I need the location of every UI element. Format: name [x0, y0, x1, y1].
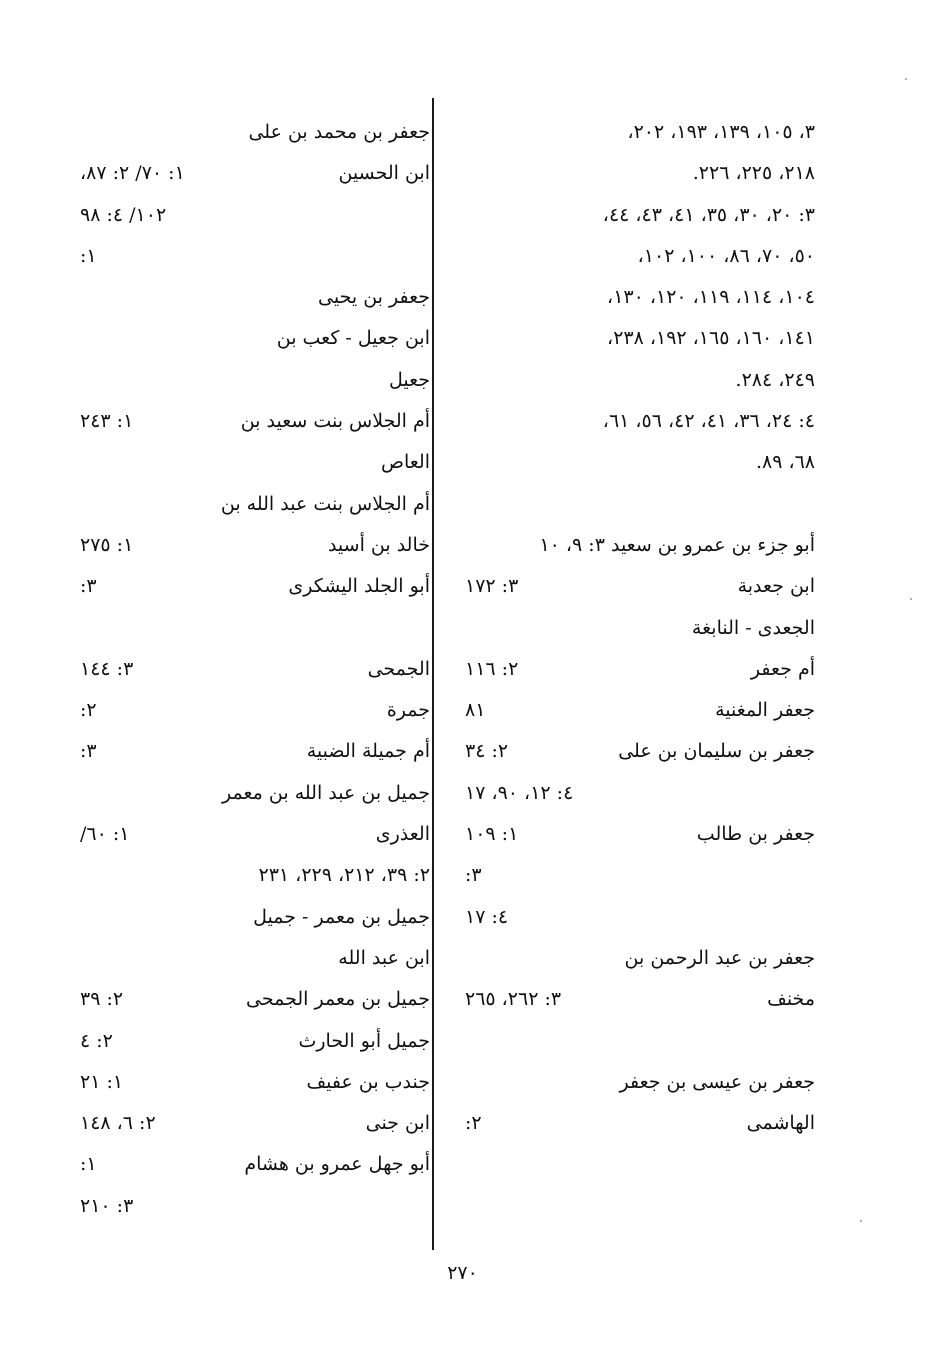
index-line: [455, 236, 815, 277]
index-line: [70, 318, 430, 359]
index-line: [455, 773, 815, 814]
index-references: ٢: ٣٤: [465, 740, 509, 763]
index-references: ١: ٢٧٥: [80, 533, 134, 556]
index-line: [70, 484, 430, 525]
index-line: [70, 1021, 430, 1062]
scan-speck: [905, 78, 907, 80]
index-entry: مخنف: [767, 988, 815, 1011]
index-references: ٤: ١٧: [465, 905, 509, 928]
index-references: ٢: ١١٦: [465, 657, 519, 680]
index-line: [455, 318, 815, 359]
index-entry: ٢: ٣٩، ٢١٢، ٢٢٩، ٢٣١: [258, 864, 430, 887]
index-line: [70, 401, 430, 442]
index-line: [455, 938, 815, 979]
index-entry: ٢٤٩، ٢٨٤.: [735, 368, 815, 391]
index-entry: ١٠٤، ١١٤، ١١٩، ١٢٠، ١٣٠،: [607, 286, 815, 309]
index-references: ٢: ٣٩: [80, 988, 124, 1011]
index-entry: ابن عبد الله: [338, 946, 430, 969]
index-entry: ٢١٨، ٢٢٥، ٢٢٦.: [692, 162, 815, 185]
index-entry: ابن جعيل - كعب بن: [276, 327, 430, 350]
index-line: [70, 525, 430, 566]
index-entry: جمرة: [386, 699, 430, 722]
index-entry: الجعدى - النابغة: [691, 616, 815, 639]
index-entry: جعفر بن طالب: [696, 823, 815, 846]
index-line: [70, 897, 430, 938]
index-references: ٢: ٦، ١٤٨: [80, 1112, 156, 1135]
index-references: ١٠٢/ ٤: ٩٨: [80, 203, 167, 226]
index-line: [455, 401, 815, 442]
index-references: ١:: [80, 244, 97, 267]
index-line: [70, 1103, 430, 1144]
index-entry: جعفر بن عبد الرحمن بن: [624, 946, 815, 969]
index-entry: أبو جهل عمرو بن هشام: [244, 1153, 430, 1176]
index-line: [70, 938, 430, 979]
index-entry: أم جميلة الضبية: [306, 740, 430, 763]
index-entry: جعفر المغنية: [715, 699, 815, 722]
index-entry: جميل بن عبد الله بن معمر: [222, 781, 430, 804]
index-references: ٤: ١٢، ٩٠، ١٧: [465, 781, 574, 804]
index-references: ١: ٦٠/: [80, 823, 130, 846]
index-line: [455, 1103, 815, 1144]
index-line: [455, 277, 815, 318]
index-line: [70, 814, 430, 855]
index-entry: ٣، ١٠٥، ١٣٩، ١٩٣، ٢٠٢،: [627, 121, 815, 143]
index-line: [455, 442, 815, 483]
index-entry: أم الجلاس بنت سعيد بن: [240, 410, 430, 433]
index-line: [455, 814, 815, 855]
index-line: [70, 855, 430, 896]
index-references: ٣:: [80, 575, 97, 598]
index-entry: جعفر بن محمد بن على: [248, 121, 430, 143]
index-references: ٣:: [465, 864, 482, 887]
index-line: [455, 731, 815, 772]
index-references: ١: ٢١: [80, 1070, 124, 1093]
index-line: [70, 979, 430, 1020]
index-entry: العاص: [381, 451, 430, 474]
index-line: [70, 442, 430, 483]
index-line: [70, 566, 430, 607]
index-entry: ابن جعدبة: [737, 575, 815, 598]
index-entry: العذرى: [375, 823, 430, 846]
index-entry: ٥٠، ٧٠، ٨٦، ١٠٠، ١٠٢،: [637, 244, 815, 267]
index-line: [70, 731, 430, 772]
index-line: [70, 195, 430, 236]
index-references: ٢:: [465, 1112, 482, 1135]
index-entry: جعفر بن عيسى بن جعفر: [619, 1070, 815, 1093]
index-line: [455, 360, 815, 401]
index-line: [455, 112, 815, 153]
index-entry: جعفر بن سليمان بن على: [618, 740, 815, 763]
column-divider: [432, 98, 434, 1250]
index-references: ٢: ٤: [80, 1029, 113, 1052]
index-line: [455, 1062, 815, 1103]
index-entry: الهاشمى: [746, 1112, 815, 1135]
index-column-right: [455, 112, 815, 1144]
index-line: [455, 649, 815, 690]
index-entry: أبو جزء بن عمرو بن سعيد ٣: ٩، ١٠: [539, 533, 815, 556]
index-references: ٢:: [80, 699, 97, 722]
index-line: [455, 979, 815, 1020]
index-references: ١: ٢٤٣: [80, 410, 134, 433]
index-line: [455, 897, 815, 938]
index-column-left: [70, 112, 430, 1227]
index-line: [455, 1021, 815, 1062]
index-references: ١:: [80, 1153, 97, 1176]
index-references: ١: ٧٠/ ٢: ٨٧،: [80, 162, 185, 185]
index-references: ٣: ١٧٢: [465, 575, 519, 598]
index-entry: جندب بن عفيف: [306, 1070, 430, 1093]
index-entry: ٦٨، ٨٩.: [755, 451, 815, 474]
index-entry: ٤: ٢٤، ٣٦، ٤١، ٤٢، ٥٦، ٦١،: [602, 410, 815, 433]
index-line: [70, 1144, 430, 1185]
index-line: [70, 608, 430, 649]
index-entry: ابن الحسين: [338, 162, 430, 185]
index-entry: جعفر بن يحيى: [318, 286, 430, 309]
index-line: [70, 277, 430, 318]
index-line: [70, 153, 430, 194]
index-line: [70, 649, 430, 690]
index-line: [70, 1186, 430, 1227]
index-entry: الجمحى: [367, 657, 430, 680]
index-line: [70, 360, 430, 401]
index-line: [70, 1062, 430, 1103]
index-line: [455, 566, 815, 607]
index-entry: ٣: ٢٠، ٣٠، ٣٥، ٤١، ٤٣، ٤٤،: [602, 203, 815, 226]
index-line: [455, 525, 815, 566]
index-line: [70, 773, 430, 814]
index-line: [455, 690, 815, 731]
index-entry: جميل بن معمر الجمحى: [246, 988, 430, 1011]
index-references: ٨١: [465, 699, 486, 722]
index-references: ٣: ٢٦٢، ٢٦٥: [465, 988, 562, 1011]
index-references: ١: ١٠٩: [465, 823, 519, 846]
scan-speck: [860, 1220, 862, 1222]
page-number: ٢٧٠: [447, 1262, 478, 1284]
index-entry: أم جعفر: [750, 657, 815, 680]
index-references: ٣: ٢١٠: [80, 1194, 134, 1217]
index-entry: جعيل: [388, 368, 430, 391]
scan-speck: [910, 598, 912, 600]
index-line: [70, 236, 430, 277]
index-entry: خالد بن أسيد: [327, 533, 430, 556]
index-references: ٣:: [80, 740, 97, 763]
index-line: [70, 112, 430, 153]
index-line: [455, 153, 815, 194]
index-entry: جميل أبو الحارث: [298, 1029, 430, 1052]
index-line: [455, 195, 815, 236]
index-entry: ١٤١، ١٦٠، ١٦٥، ١٩٢، ٢٣٨،: [607, 327, 815, 350]
index-entry: أم الجلاس بنت عبد الله بن: [220, 492, 430, 515]
index-line: [455, 608, 815, 649]
index-entry: جميل بن معمر - جميل: [253, 905, 430, 928]
index-entry: ابن جنى: [365, 1112, 430, 1135]
index-line: [455, 855, 815, 896]
index-line: [455, 484, 815, 525]
index-references: ٣: ١٤٤: [80, 657, 134, 680]
index-entry: أبو الجلد اليشكرى: [288, 575, 430, 598]
index-line: [70, 690, 430, 731]
